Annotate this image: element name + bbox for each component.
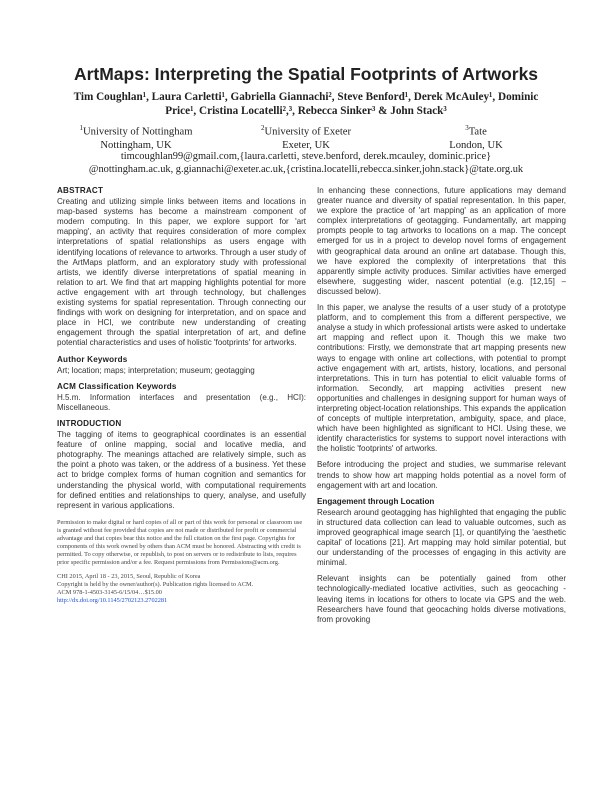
engagement-paragraph-2: Relevant insights can be potentially gained from other technologically-mediated locative activities, such as geocaching - leaving items in locations for others to locate via GPS and the web. Researchers have found that geocaching holds diverse motivations, from provoking <box>317 574 566 624</box>
email-line-2: @nottingham.ac.uk, g.giannachi@exeter.ac.uk,{cristina.locatelli,rebecca.sinker,john.stack}@tate.org.uk <box>88 164 524 175</box>
copyright-line: Copyright is held by the owner/author(s). Publication rights licensed to ACM. <box>57 580 254 588</box>
permission-block <box>57 519 306 605</box>
paper-title: ArtMaps: Interpreting the Spatial Footprints of Artworks <box>73 64 539 84</box>
intro-paragraph-4: Before introducing the project and studies, we summarise relevant trends to show how art mapping holds potential as a novel form of engagement with art and location. <box>317 460 566 490</box>
engagement-subheading: Engagement through Location <box>317 496 435 506</box>
right-column <box>317 186 566 631</box>
affiliations <box>56 122 556 150</box>
email-line-1: timcoughlan99@gmail.com,{laura.carletti, steve.benford, derek.mcauley, dominic.price} <box>120 151 492 162</box>
abstract-text: Creating and utilizing simple links between items and locations in map-based systems has become a mainstream component of modern computing. In this paper, we explore support for 'art mapping', an activity that requires consideration of more complex interpretations of spatial relationships as users engage with identifying locations of relevance to artworks. Through a user study of the ArtMaps platform, and an exploratory study with professional artists, we identify diverse interpretations of spatial meaning in relation to art. We find that art mapping highlights potential for more active engagement with art through technology, but challenges existing systems for spatial representation. Through connecting our findings with work on designing for interpretation, and on space and place in HCI, we contribute new understanding of creating engagement through the spatial interpretation of art, and define potential characteristics and uses of holistic 'footprints' for artworks. <box>57 197 306 348</box>
intro-paragraph-3: In this paper, we analyse the results of a user study of a prototype platform, and to complement this from a different perspective, we analyse a study in which professional artists were asked to undertake art mapping and reflect upon it. Though this we make two contributions: Firstly, we demonstrate that art mapping presents new ways to engage with online art collections, with potential to prompt active engagement with art, artists, history, locations, and personal interpretations. This in turn has potential to elicit valuable forms of information. Secondly, art mapping activities present new opportunities and challenges in designing support for human ways of interpreting object-location relationships. This expands the application of concepts of multiple interpretation, ambiguity, space, and place, which have been highlighted as significant to HCI. Using these, we identify characteristics for systems to support novel interactions with the holistic 'footprints' of artworks. <box>317 303 566 454</box>
doi-link[interactable]: http://dx.doi.org/10.1145/2702123.2702281 <box>57 596 168 604</box>
affiliation-tate: $^3$Tate London, UK <box>449 124 503 151</box>
abstract-heading: ABSTRACT <box>57 186 104 195</box>
keywords-text: Art; location; maps; interpretation; museum; geotagging <box>57 365 255 375</box>
authors-line-1: Tim Coughlan¹, Laura Carletti¹, Gabriella Giannachi², Steve Benford¹, Derek McAuley¹, Dominic <box>73 91 539 103</box>
authors-line-2: Price¹, Cristina Locatelli²,³, Rebecca Sinker³ & John Stack³ <box>165 105 447 117</box>
engagement-paragraph-1: Research around geotagging has highlighted that engaging the public in structured data collection can lead to valuable outcomes, such as improved geographical image search [1], or quantifying the 'aesthetic capital' of locations [21]. Art mapping may hold similar potential, but our understanding of the processes of engaging in this activity are minimal. <box>317 507 566 568</box>
acm-classification-text: H.5.m. Information interfaces and presentation (e.g., HCI): Miscellaneous. <box>57 392 306 412</box>
conference-line: CHI 2015, April 18 - 23, 2015, Seoul, Republic of Korea <box>57 572 201 580</box>
affiliation-exeter: $^2$University of Exeter Exeter, UK <box>261 124 351 151</box>
affiliation-nottingham: $^1$University of Nottingham Nottingham, UK <box>79 124 193 151</box>
introduction-heading: INTRODUCTION <box>57 418 122 428</box>
isbn-line: ACM 978-1-4503-3145-6/15/04…$15.00 <box>57 588 162 596</box>
introduction-text: The tagging of items to geographical coordinates is an essential feature of online mapping, social and locative media, and photography. The meanings attached are relatively simple, such as the point a photo was taken, or the address of a business. Yet these act to bridge complex forms of human cognition and semantics for understanding the physical world, with computational requirements for defined entities and relationships to query, analyse, and usefully represent in various applications. <box>57 430 306 510</box>
keywords-heading: Author Keywords <box>57 354 128 364</box>
author-list <box>40 90 572 118</box>
permission-notice: Permission to make digital or hard copies of all or part of this work for personal or classroom use is granted without fee provided that copies are not made or distributed for profit or commercial advantage and that copies bear this notice and the full citation on the first page. Copyrights for components of this work owned by others than ACM must be honored. Abstracting with credit is permitted. To copy otherwise, or republish, to post on servers or to redistribute to lists, requires prior specific permission and/or a fee. Request permissions from Permissions@acm.org. <box>57 518 303 566</box>
left-column <box>57 186 306 605</box>
intro-paragraph-2: In enhancing these connections, future applications may demand greater nuance and diversity of spatial representation. In this paper, we explore the practice of 'art mapping' as an application of more complex interpretations of geotagging. Fundamentally, art mapping prompts people to tag artworks to locations on a map. The concept emerged for us in a project to develop novel forms of engagement with geographical data around an online art database. Though this, we have explored the complexity of interpretations that this apparently simple activity produces. Similar activities have emerged elsewhere, suggesting wider, nascent potential (e.g. [12,15] – discussed below). <box>317 186 566 296</box>
acm-classification-heading: ACM Classification Keywords <box>57 381 177 391</box>
author-emails <box>40 150 572 176</box>
